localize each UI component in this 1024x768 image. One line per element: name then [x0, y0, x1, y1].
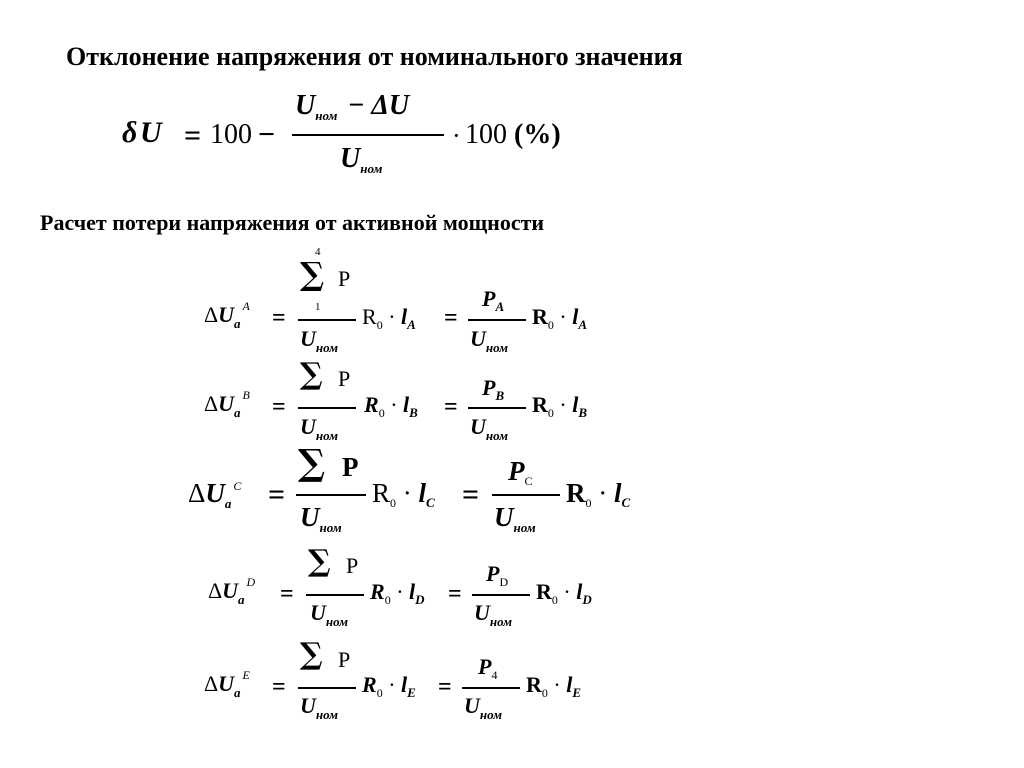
equals-sign: = — [272, 674, 286, 700]
resistance — [362, 304, 416, 332]
multiply-dot: · — [452, 121, 461, 150]
phase-label: B — [242, 388, 250, 402]
fraction-numerator — [295, 90, 410, 123]
r-subscript: 0 — [547, 318, 554, 332]
phase-label: A — [242, 299, 250, 313]
multiply-dot: · — [598, 478, 608, 508]
multiply-dot: · — [396, 579, 404, 604]
equals-sign-2: = — [444, 394, 458, 420]
delta-symbol: Δ — [204, 302, 219, 327]
resistance — [370, 579, 425, 607]
rhs-denominator — [470, 414, 509, 443]
denominator-u: U — [470, 326, 486, 351]
multiply-dot: · — [559, 304, 567, 329]
r-subscript: 0 — [585, 496, 592, 510]
delta-symbol: Δ — [204, 671, 219, 696]
l-subscript: B — [578, 405, 588, 420]
r-subscript: 0 — [376, 686, 383, 700]
phase-label: E — [242, 668, 250, 682]
hundred-value-2: 100 — [465, 119, 507, 150]
fraction-bar — [298, 319, 356, 321]
phase-label: D — [246, 575, 256, 589]
r-symbol: R — [532, 304, 548, 329]
fraction-bar — [296, 494, 366, 496]
section-heading: Расчет потери напряжения от активной мощности — [40, 210, 545, 235]
multiply-dot: · — [559, 392, 567, 417]
multiply-dot: · — [390, 392, 398, 417]
l-subscript: D — [582, 592, 592, 607]
denominator-u: U — [340, 143, 361, 174]
l-symbol: l — [566, 672, 573, 697]
l-subscript: E — [407, 685, 416, 700]
numerator-delta: Δ — [371, 90, 389, 121]
l-subscript: C — [426, 495, 435, 510]
r-subscript: 0 — [551, 593, 558, 607]
denominator-subscript: ном — [319, 520, 342, 535]
denominator — [300, 693, 339, 722]
r-subscript: 0 — [384, 593, 391, 607]
l-subscript: D — [415, 592, 425, 607]
rhs-denominator — [494, 502, 536, 535]
p-subscript: A — [495, 299, 505, 314]
equals-sign: = — [268, 478, 286, 511]
rhs-denominator — [474, 600, 513, 629]
lhs-c — [188, 478, 242, 511]
sum-p: P — [342, 452, 359, 482]
r-subscript: 0 — [376, 318, 383, 332]
denominator — [310, 600, 349, 629]
fraction-bar-2 — [492, 494, 560, 496]
fraction-bar — [298, 407, 356, 409]
multiply-dot: · — [388, 672, 396, 697]
r-symbol: R — [526, 672, 542, 697]
r-symbol: R — [566, 478, 586, 508]
p-symbol: P — [508, 456, 525, 486]
denominator-u: U — [494, 502, 514, 532]
sigma-icon: ∑ — [300, 255, 325, 293]
rhs-numerator — [482, 375, 505, 403]
equals-sign: = — [272, 394, 286, 420]
r-subscript: 0 — [378, 406, 385, 420]
rhs-resistance — [532, 304, 588, 332]
fraction-bar-2 — [462, 687, 520, 689]
numerator-u: U — [295, 90, 316, 121]
l-symbol: l — [403, 392, 410, 417]
sigma-icon: ∑ — [298, 442, 326, 484]
delta-symbol: Δ — [188, 478, 206, 508]
multiply-dot: · — [402, 478, 412, 508]
sum-p: P — [338, 366, 351, 391]
fraction-bar-2 — [468, 319, 526, 321]
equals-sign-2: = — [448, 581, 462, 607]
denominator-u: U — [300, 693, 316, 718]
u-symbol: U — [222, 578, 239, 603]
subscript-a: a — [234, 405, 241, 420]
u-symbol: U — [218, 671, 235, 696]
rhs-resistance — [566, 478, 631, 510]
denominator-subscript: ном — [325, 614, 349, 629]
p-subscript: B — [495, 388, 505, 403]
rhs-denominator — [464, 693, 503, 722]
p-symbol: P — [482, 375, 496, 400]
sum-p: P — [338, 266, 351, 291]
multiply-dot: · — [563, 579, 571, 604]
percent-unit: (%) — [514, 119, 561, 150]
numerator-subscript: ном — [315, 108, 338, 123]
resistance — [364, 392, 418, 420]
p-subscript: D — [499, 575, 509, 589]
sum-p: P — [338, 647, 351, 672]
denominator-subscript: ном — [513, 520, 536, 535]
denominator-u: U — [300, 502, 320, 532]
rhs-resistance — [532, 392, 588, 420]
rhs-numerator — [486, 561, 509, 589]
sigma-icon: ∑ — [300, 637, 323, 672]
p-symbol: P — [486, 561, 500, 586]
rhs-numerator — [478, 654, 498, 682]
slide-title: Отклонение напряжения от номинального значения — [66, 42, 683, 71]
lhs-a — [204, 299, 250, 331]
resistance — [362, 672, 416, 700]
multiply-dot: · — [553, 672, 561, 697]
rhs-numerator — [508, 456, 533, 488]
l-symbol: l — [409, 579, 416, 604]
u-symbol: U — [218, 302, 235, 327]
l-symbol: l — [576, 579, 583, 604]
numerator-minus: − — [348, 90, 365, 121]
l-subscript: B — [409, 405, 418, 420]
denominator-subscript: ном — [315, 707, 339, 722]
subscript-a: a — [234, 685, 241, 700]
delta-symbol: Δ — [204, 391, 219, 416]
u-symbol: U — [218, 391, 235, 416]
u-symbol: U — [205, 478, 225, 508]
sum-p: P — [346, 553, 359, 578]
denominator-u: U — [470, 414, 486, 439]
sum-lower-limit: 1 — [315, 301, 321, 313]
hundred-value: 100 — [210, 119, 252, 150]
denominator-subscript: ном — [485, 428, 509, 443]
resistance — [372, 478, 435, 510]
rhs-numerator — [482, 286, 505, 314]
denominator-subscript: ном — [485, 340, 509, 355]
r-symbol: R — [372, 478, 391, 508]
equals-sign: = — [184, 119, 202, 152]
r-symbol: R — [364, 392, 379, 417]
phase-label: C — [233, 479, 242, 493]
fraction-bar — [292, 134, 444, 136]
denominator-u: U — [310, 600, 326, 625]
l-subscript: C — [621, 495, 631, 510]
l-symbol: l — [572, 304, 579, 329]
fraction-bar — [298, 687, 356, 689]
l-subscript: A — [578, 317, 588, 332]
lhs-e — [204, 668, 250, 700]
minus-sign: − — [258, 118, 276, 151]
denominator — [300, 414, 339, 443]
multiply-dot: · — [388, 304, 396, 329]
delta-symbol: δ — [122, 116, 138, 149]
delta-symbol: Δ — [208, 578, 223, 603]
lhs-b — [204, 388, 250, 420]
equals-sign-2: = — [462, 478, 480, 511]
fraction-denominator — [340, 143, 383, 176]
l-subscript: E — [572, 685, 582, 700]
l-symbol: l — [401, 672, 408, 697]
r-symbol: R — [362, 304, 377, 329]
r-symbol: R — [532, 392, 548, 417]
l-symbol: l — [614, 478, 622, 508]
r-subscript: 0 — [541, 686, 548, 700]
equals-sign: = — [272, 305, 286, 331]
l-subscript: A — [407, 317, 416, 332]
equals-sign-2: = — [444, 305, 458, 331]
l-symbol: l — [572, 392, 579, 417]
denominator-subscript: ном — [479, 707, 503, 722]
denominator — [300, 502, 342, 535]
r-symbol: R — [370, 579, 385, 604]
subscript-a: a — [224, 496, 232, 511]
sum-upper-limit: 4 — [315, 246, 321, 258]
r-symbol: R — [362, 672, 377, 697]
r-subscript: 0 — [547, 406, 554, 420]
u-symbol: U — [140, 116, 162, 149]
fraction-bar — [306, 594, 364, 596]
rhs-denominator — [470, 326, 509, 355]
subscript-a: a — [238, 592, 245, 607]
fraction-bar-2 — [472, 594, 530, 596]
l-symbol: l — [401, 304, 408, 329]
denominator-u: U — [300, 326, 316, 351]
subscript-a: a — [234, 316, 241, 331]
rhs-resistance — [526, 672, 582, 700]
p-subscript: 4 — [491, 668, 498, 682]
sigma-icon: ∑ — [300, 357, 323, 392]
p-symbol: P — [478, 654, 492, 679]
denominator-u: U — [300, 414, 316, 439]
r-symbol: R — [536, 579, 552, 604]
sigma-icon: ∑ — [308, 544, 331, 579]
p-symbol: P — [482, 286, 496, 311]
fraction-bar-2 — [468, 407, 526, 409]
rhs-resistance — [536, 579, 592, 607]
denominator-subscript: ном — [315, 340, 339, 355]
r-subscript: 0 — [390, 496, 397, 510]
denominator — [300, 326, 339, 355]
p-subscript: C — [524, 474, 533, 488]
denominator-u: U — [474, 600, 490, 625]
denominator-subscript: ном — [315, 428, 339, 443]
numerator-u2: U — [388, 90, 410, 121]
denominator-u: U — [464, 693, 480, 718]
denominator-subscript: ном — [489, 614, 513, 629]
denominator-subscript: ном — [360, 161, 383, 176]
lhs-d — [208, 575, 256, 607]
equals-sign-2: = — [438, 674, 452, 700]
equals-sign: = — [280, 581, 294, 607]
l-symbol: l — [418, 478, 427, 508]
